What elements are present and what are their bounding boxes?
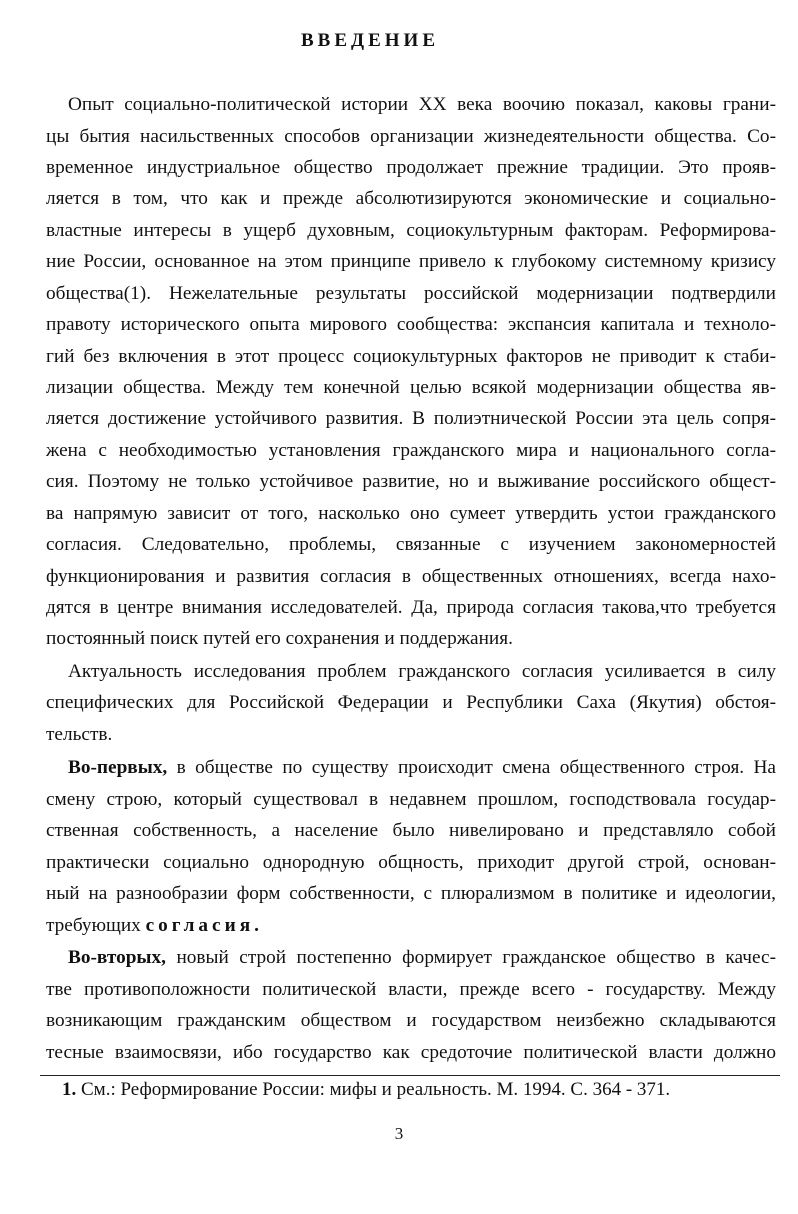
paragraph-1-line: ние России, основанное на этом принципе привело к глубокому системному кризису	[46, 251, 776, 272]
paragraph-1-line: жена с необходимостью установления гражданского мира и национального согла-	[46, 440, 776, 461]
paragraph-3-first-text: в обществе по существу происходит смена общественного строя. На	[167, 757, 776, 778]
paragraph-1-line: правоту исторического опыта мирового сообщества: экспансия капитала и техноло-	[46, 314, 776, 335]
emphasis-word: согласия.	[145, 915, 263, 936]
paragraph-1-line: дятся в центре внимания исследователей. Да, природа согласия такова,что требуется	[46, 597, 776, 618]
paragraph-3-lead: Во-первых,	[68, 757, 168, 778]
footnote-text: См.: Реформирование России: мифы и реальность. М. 1994. С. 364 - 371.	[76, 1079, 671, 1100]
paragraph-1-line: властные интересы в ущерб духовным, социокультурным факторам. Реформирова-	[46, 220, 776, 241]
footnote-separator	[40, 1075, 780, 1076]
paragraph-1-line: гий без включения в этот процесс социокультурных факторов не приводит к стаби-	[46, 346, 776, 367]
paragraph-2-line: Актуальность исследования проблем гражданского согласия усиливается в силу	[68, 661, 776, 682]
footnote-number: 1.	[62, 1079, 77, 1100]
paragraph-2-line: специфических для Российской Федерации и Республики Саха (Якутия) обстоя-	[46, 692, 776, 713]
paragraph-2-line: тельств.	[46, 724, 113, 745]
paragraph-3-line	[68, 755, 776, 781]
paragraph-1-line: цы бытия насильственных способов организации жизнедеятельности общества. Со-	[46, 126, 776, 147]
footnote	[62, 1077, 670, 1103]
paragraph-3-line: практически социально однородную общность, приходит другой строй, основан-	[46, 852, 776, 873]
paragraph-4-first-text: новый строй постепенно формирует гражданское общество в качес-	[165, 947, 776, 968]
paragraph-1-line: временное индустриальное общество продолжает прежние традиции. Это прояв-	[46, 157, 776, 178]
paragraph-1-line: постоянный поиск путей его сохранения и поддержания.	[46, 628, 513, 649]
paragraph-3-line	[46, 913, 776, 939]
paragraph-1-line: функционирования и развития согласия в общественных отношениях, всегда нахо-	[46, 566, 776, 587]
paragraph-1-line: Опыт социально-политической истории XX века воочию показал, каковы грани-	[68, 94, 776, 115]
paragraph-4-line: возникающим гражданским обществом и государством неизбежно складываются	[46, 1010, 776, 1031]
paragraph-1-line: ляется достижение устойчивого развития. В полиэтнической России эта цель сопря-	[46, 408, 776, 429]
page-title: ВВЕДЕНИЕ	[301, 30, 439, 51]
paragraph-3-last-text: требующих	[46, 915, 146, 936]
paragraph-1-line: согласия. Следовательно, проблемы, связанные с изучением закономерностей	[46, 534, 776, 555]
paragraph-1-line: ва напрямую зависит от того, насколько оно сумеет утвердить устои гражданского	[46, 503, 776, 524]
paragraph-4-line: тве противоположности политической власти, прежде всего - государству. Между	[46, 979, 776, 1000]
page-number: 3	[394, 1124, 404, 1143]
paragraph-1-line: ляется в том, что как и прежде абсолютизируются экономические и социально-	[46, 188, 776, 209]
paragraph-1-line: сия. Поэтому не только устойчивое развитие, но и выживание российского общест-	[46, 471, 776, 492]
paragraph-3-line: смену строю, который существовал в недавнем прошлом, господствовала государ-	[46, 789, 776, 810]
paragraph-1-line: общества(1). Нежелательные результаты российской модернизации подтвердили	[46, 283, 776, 304]
paragraph-4-line	[68, 945, 776, 971]
paragraph-1-line: лизации общества. Между тем конечной целью всякой модернизации общества яв-	[46, 377, 776, 398]
paragraph-4-lead: Во-вторых,	[68, 947, 166, 968]
paragraph-3-line: ный на разнообразии форм собственности, с плюрализмом в политике и идеологии,	[46, 883, 776, 904]
paragraph-4-line: тесные взаимосвязи, ибо государство как средоточие политической власти должно	[46, 1042, 776, 1063]
paragraph-3-line: ственная собственность, а население было нивелировано и представляло собой	[46, 820, 776, 841]
